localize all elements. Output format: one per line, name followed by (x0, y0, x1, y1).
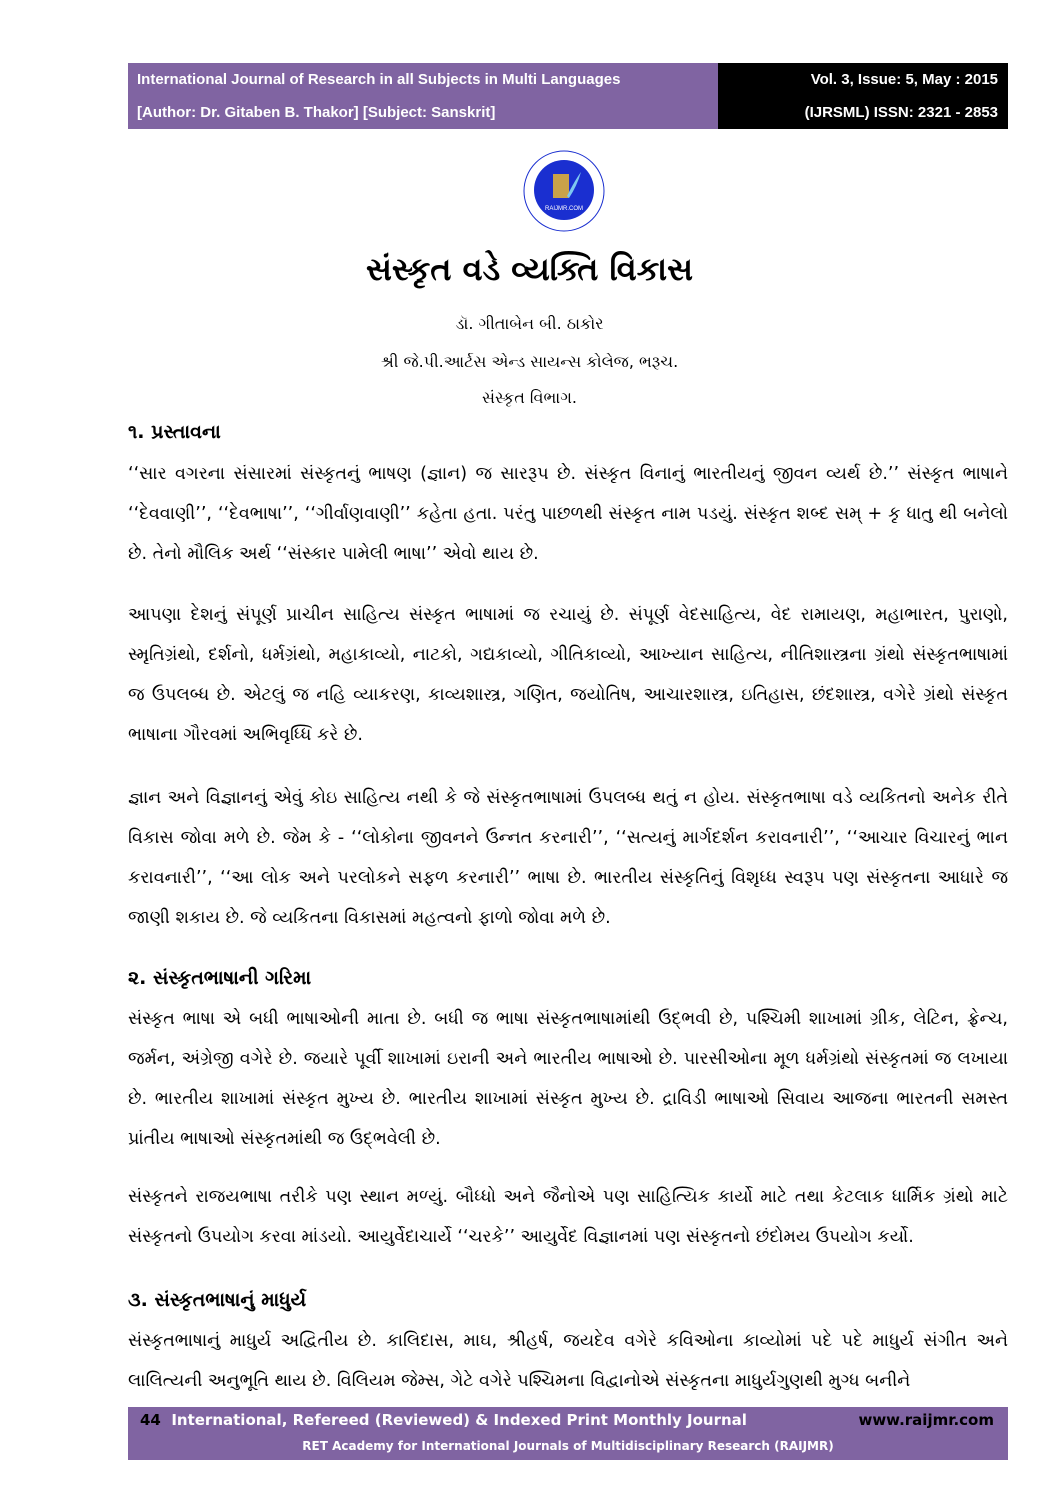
paragraph: ‘‘સાર વગરના સંસારમાં સંસ્કૃતનું ભાષણ (જ્ઞાન) જ સારરૂપ છે. સંસ્કૃત વિનાનું ભારતીયનું જીવન વ્યર્થ છે.’’ સંસ્કૃત ભાષાને ‘‘દેવવાણી’’, ‘‘દેવભાષા’’, ‘‘ગીર્વાણવાણી’’ કહેતા હતા. પરંતુ પાછળથી સંસ્કૃત નામ પડયું. સંસ્કૃત શબ્દ સમ્ + કૃ ધાતુ થી બનેલો છે. તેનો મૌલિક અર્થ ‘‘સંસ્કાર પામેલી ભાષા’’ એવો થાય છે. (128, 464, 1008, 564)
page-header (128, 63, 1008, 129)
header-left (128, 63, 718, 129)
author-subject: [Author: Dr. Gitaben B. Thakor] [Subject: Sanskrit] (137, 104, 496, 121)
journal-logo (523, 150, 605, 232)
page-footer (128, 1407, 1008, 1460)
article-title: સંસ્કૃત વડે વ્યક્તિ વિકાસ (365, 250, 694, 288)
page-number: 44 (140, 1411, 161, 1429)
paragraph: સંસ્કૃત ભાષા એ બધી ભાષાઓની માતા છે. બધી જ ભાષા સંસ્કૃતભાષામાંથી ઉદ્ભવી છે, પશ્ચિમી શાખામાં ગ્રીક, લેટિન, ફ્રેન્ચ, જર્મન, અંગ્રેજી વગેરે છે. જયારે પૂર્વી શાખામાં ઇરાની અને ભારતીય ભાષાઓ છે. પારસીઓના મૂળ ધર્મગ્રંથો સંસ્કૃતમાં જ લખાયા છે. ભારતીય શાખામાં સંસ્કૃત મુખ્ય છે. ભારતીય શાખામાં સંસ્કૃત મુખ્ય છે. દ્રાવિડી ભાષાઓ સિવાય આજના ભારતની સમસ્ત પ્રાંતીય ભાષાઓ સંસ્કૃતમાંથી જ ઉદ્ભવેલી છે. (128, 1009, 1008, 1149)
footer-tagline-row (140, 1411, 747, 1429)
logo-text: RAIJMR.COM (545, 206, 583, 212)
journal-name: International Journal of Research in all Subjects in Multi Languages (137, 71, 621, 88)
footer-url[interactable]: www.raijmr.com (858, 1411, 994, 1429)
issn: (IJRSML) ISSN: 2321 - 2853 (804, 104, 998, 121)
paragraph: સંસ્કૃતને રાજયભાષા તરીકે પણ સ્થાન મળ્યું. બૌધ્ધો અને જૈનોએ પણ સાહિત્યિક કાર્યો માટે તથા કેટલાક ધાર્મિક ગ્રંથો માટે સંસ્કૃતનો ઉપયોગ કરવા માંડયો. આયુર્વેદાચાર્યે ‘‘ચરકે’’ આયુર્વેદ વિજ્ઞાનમાં પણ સંસ્કૃતનો છંદોમય ઉપયોગ કર્યો. (128, 1187, 1008, 1247)
paragraph: જ્ઞાન અને વિજ્ઞાનનું એવું કોઇ સાહિત્ય નથી કે જે સંસ્કૃતભાષામાં ઉપલબ્ધ થતું ન હોય. સંસ્કૃતભાષા વડે વ્યકિતનો અનેક રીતે વિકાસ જોવા મળે છે. જેમ કે - ‘‘લોકોના જીવનને ઉન્નત કરનારી’’, ‘‘સત્યનું માર્ગદર્શન કરાવનારી’’, ‘‘આચાર વિચારનું ભાન કરાવનારી’’, ‘‘આ લોક અને પરલોકને સફળ કરનારી’’ ભાષા છે. ભારતીય સંસ્કૃતિનું વિશૃધ્ધ સ્વરૂપ પણ સંસ્કૃતના આધારે જ જાણી શકાય છે. જે વ્યકિતના વિકાસમાં મહત્વનો ફાળો જોવા મળે છે. (128, 788, 1008, 928)
section-heading: ૩. સંસ્કૃતભાષાનું માધુર્ય (128, 1289, 307, 1311)
footer-publisher: RET Academy for International Journals of Multidisciplinary Research (RAIJMR) (302, 1439, 834, 1453)
section-heading: ૨. સંસ્કૃતભાષાની ગરિમા (128, 967, 312, 989)
paragraph: સંસ્કૃતભાષાનું માધુર્ય અદ્વિતીય છે. કાલિદાસ, માઘ, શ્રીહર્ષ, જયદેવ વગેરે કવિઓના કાવ્યોમાં પદે પદે માધુર્ય સંગીત અને લાલિત્યની અનુભૂતિ થાય છે. વિલિયમ જેમ્સ, ગેટે વગેરે પશ્ચિમના વિદ્વાનોએ સંસ્કૃતના માધુર્યગુણથી મુગ્ધ બનીને (128, 1331, 1008, 1391)
department-name: સંસ્કૃત વિભાગ. (482, 388, 577, 407)
volume-issue: Vol. 3, Issue: 5, May : 2015 (810, 71, 998, 88)
author-name: ડૉ. ગીતાબેન બી. ઠાકોર (455, 314, 604, 333)
header-right (718, 63, 1008, 129)
footer-tagline: International, Refereed (Reviewed) & Indexed Print Monthly Journal (171, 1411, 747, 1429)
college-name: શ્રી જે.પી.આર્ટસ એન્ડ સાયન્સ કોલેજ, ભરૂચ. (380, 352, 679, 371)
paragraph: આપણા દેશનું સંપૂર્ણ પ્રાચીન સાહિત્ય સંસ્કૃત ભાષામાં જ રચાયું છે. સંપૂર્ણ વેદસાહિત્ય, વેદ રામાયણ, મહાભારત, પુરાણો, સ્મૃતિગ્રંથો, દર્શનો, ધર્મગ્રંથો, મહાકાવ્યો, નાટકો, ગદ્યકાવ્યો, ગીતિકાવ્યો, આખ્યાન સાહિત્ય, નીતિશાસ્ત્રના ગ્રંથો સંસ્કૃતભાષામાં જ ઉપલબ્ધ છે. એટલું જ નહિ વ્યાકરણ, કાવ્યશાસ્ત્ર, ગણિત, જયોતિષ, આચારશાસ્ત્ર, ઇતિહાસ, છંદશાસ્ત્ર, વગેરે ગ્રંથો સંસ્કૃત ભાષાના ગૌરવમાં અભિવૃધ્ધિ કરે છે. (128, 605, 1008, 745)
section-heading: ૧. પ્રસ્તાવના (128, 421, 221, 443)
